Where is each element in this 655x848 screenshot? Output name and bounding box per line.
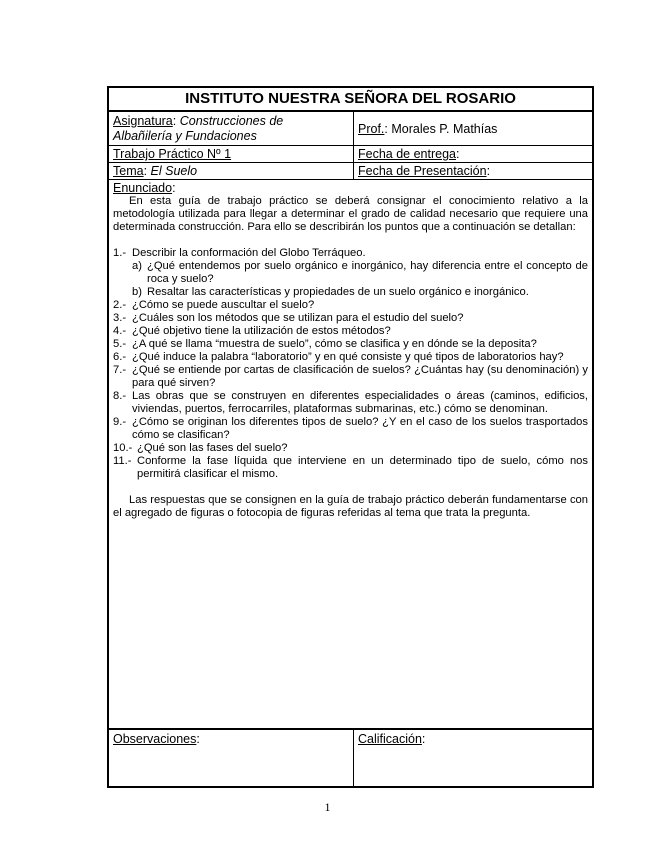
topic-label: Tema bbox=[113, 164, 144, 178]
assignment-label: Trabajo Práctico Nº 1 bbox=[113, 147, 232, 161]
sub-item-b: b) Resaltar las características y propiedades de un suelo orgánico e inorgánico. bbox=[132, 286, 529, 298]
sub-item-a: a) ¿Qué entendemos por suelo orgánico e inorgánico, hay diferencia entre el concepto de roca y suelo? bbox=[132, 260, 588, 285]
list-item: 11.- Conforme la fase líquida que interviene en un determinado tipo de suelo, cómo nos permitirá clasificar el mismo. bbox=[113, 455, 588, 480]
list-item: 6.- ¿Qué induce la palabra “laboratorio” y en qué consiste y qué tipos de laboratorios hay? bbox=[113, 351, 564, 363]
presentation-date-cell: Fecha de Presentación: bbox=[358, 164, 491, 178]
list-item: 7.- ¿Qué se entiende por cartas de clasificación de suelos? ¿Cuántas hay (su denominación) y para qué sirven? bbox=[113, 364, 588, 389]
list-item: 5.- ¿A qué se llama “muestra de suelo”, cómo se clasifica y en dónde se la deposita? bbox=[113, 338, 537, 350]
list-item: 9.- ¿Cómo se originan los diferentes tipos de suelo? ¿Y en el caso de los suelos trasportados cómo se clasifican? bbox=[113, 416, 588, 441]
presentation-date-label: Fecha de Presentación bbox=[358, 164, 487, 178]
list-item: 2.- ¿Cómo se puede auscultar el suelo? bbox=[113, 299, 315, 311]
page-number: 1 bbox=[324, 800, 331, 814]
statement-intro: En esta guía de trabajo práctico se deberá consignar el conocimiento relativo a la metodología utilizada para llegar a determinar el grado de calidad necesario que requiere una determinada construcción. Para ello se describirán los puntos que a continuación se detallan: bbox=[113, 195, 588, 233]
professor-cell: Prof.: Morales P. Mathías bbox=[358, 121, 498, 136]
professor-label: Prof. bbox=[358, 121, 385, 136]
grade-label: Calificación bbox=[358, 732, 422, 746]
footer-row bbox=[109, 730, 592, 786]
observations-cell: Observaciones: bbox=[109, 730, 354, 786]
professor-value: Morales P. Mathías bbox=[391, 121, 498, 136]
list-item: 3.- ¿Cuáles son los métodos que se utilizan para el estudio del suelo? bbox=[113, 312, 464, 324]
list-item: 8.- Las obras que se construyen en diferentes especialidades o áreas (caminos, edificios, viviendas, puertos, ferrocarriles, plataformas submarinas, etc.) cómo se denominan. bbox=[113, 390, 588, 415]
list-item: 10.- ¿Qué son las fases del suelo? bbox=[113, 442, 288, 454]
topic-value: El Suelo bbox=[150, 164, 198, 178]
subject-value-line1: Construcciones de bbox=[179, 114, 284, 128]
assignment-row bbox=[109, 146, 592, 163]
observations-label: Observaciones bbox=[113, 732, 197, 746]
due-date-label: Fecha de entrega bbox=[358, 147, 456, 161]
topic-row bbox=[109, 163, 592, 180]
statement-section: Enunciado: En esta guía de trabajo práctico se deberá consignar el conocimiento relativo a la metodología utilizada para llegar a determinar el grado de calidad necesario que requiere una determinada construcción. Para ello se describirán los puntos que a continuación se detallan: 1.- Describir la conformación del Globo Terráqueo. a) ¿Qué entendemos por suelo orgánico e inorgánico, hay diferencia entre el concepto de roca y suelo? b) Resaltar las características y propiedades de un suelo orgánico e inorgánico. 2.- ¿Cómo se puede auscultar el suelo? 3.- ¿Cuáles son los métodos que se utilizan para el estudio del suelo? 4.- ¿Qué objetivo tiene la utilización de estos métodos? 5.- ¿A qué se llama “muestra de suelo”, cómo se clasifica y en dónde se la deposita? 6.- ¿Qué induce la palabra “laboratorio” y en qué consiste y qué tipos de laboratorios hay? 7.- ¿Qué se entiende por cartas de clasificación de suelos? ¿Cuántas hay (su denominación) y para qué sirven? 8.- Las obras que se construyen en diferentes especialidades o áreas (caminos, edificios, viviendas, puertos, ferrocarriles, plataformas submarinas, etc.) cómo se denominan. 9.- ¿Cómo se originan los diferentes tipos de suelo? ¿Y en el caso de los suelos trasportados cómo se clasifican? 10.- ¿Qué son las fases del suelo? 11.- Conforme la fase líquida que interviene en un determinado tipo de suelo, cómo nos permitirá clasificar el mismo. Las respuestas que se consignen en la guía de trabajo práctico deberán fundamentarse con el agregado de figuras o fotocopia de figuras referidas al tema que trata la pregunta. bbox=[109, 180, 592, 730]
grade-cell: Calificación: bbox=[358, 732, 426, 746]
subject-cell: Asignatura: Construcciones de Albañilería y Fundaciones bbox=[109, 112, 354, 145]
list-item: 4.- ¿Qué objetivo tiene la utilización de estos métodos? bbox=[113, 325, 391, 337]
subject-row bbox=[109, 112, 592, 146]
due-date-cell: Fecha de entrega: bbox=[358, 147, 460, 161]
list-item: 1.- Describir la conformación del Globo Terráqueo. bbox=[113, 247, 366, 259]
institute-title: INSTITUTO NUESTRA SEÑORA DEL ROSARIO bbox=[109, 88, 592, 112]
practical-work-form bbox=[107, 86, 594, 788]
statement-closing: Las respuestas que se consignen en la guía de trabajo práctico deberán fundamentarse con el agregado de figuras o fotocopia de figuras referidas al tema que trata la pregunta. bbox=[113, 494, 588, 519]
assignment-cell bbox=[109, 146, 354, 162]
statement-label: Enunciado bbox=[113, 181, 173, 195]
subject-value-line2: Albañilería y Fundaciones bbox=[113, 129, 257, 143]
topic-cell: Tema: El Suelo bbox=[109, 163, 354, 179]
subject-label: Asignatura bbox=[113, 114, 173, 128]
